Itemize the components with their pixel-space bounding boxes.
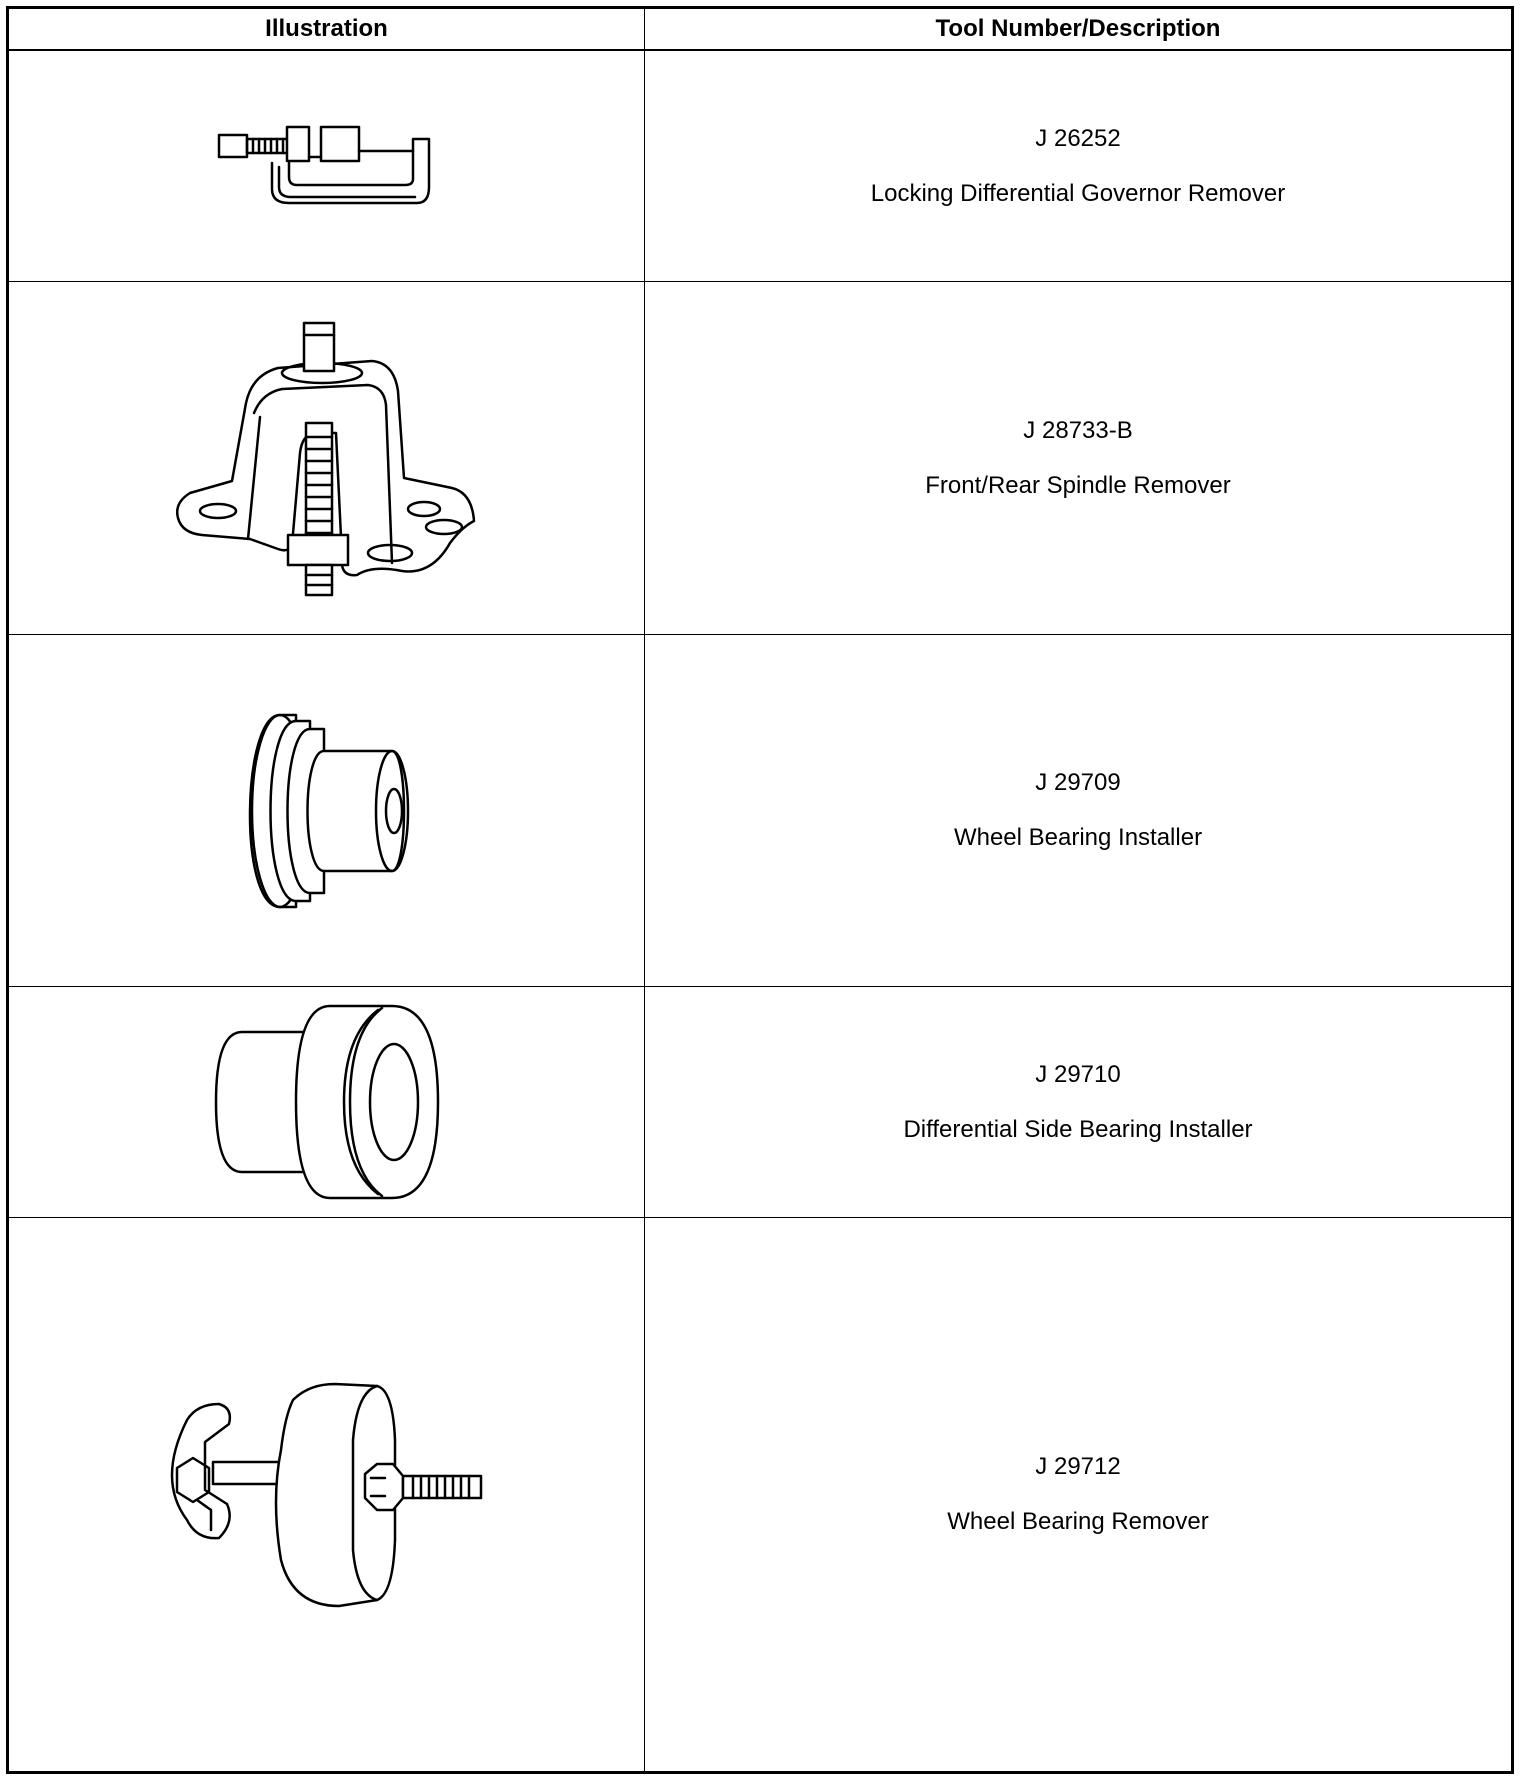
c-clamp-remover-icon — [217, 121, 437, 211]
table-row — [9, 51, 1511, 282]
tool-description: Wheel Bearing Installer — [953, 824, 1203, 851]
description-cell — [645, 635, 1511, 986]
tool-description: Locking Differential Governor Remover — [870, 179, 1286, 207]
tool-description: Differential Side Bearing Installer — [903, 1115, 1253, 1143]
cylindrical-installer-icon — [212, 1002, 442, 1202]
tool-number: J 29710 — [1035, 1060, 1121, 1088]
illustration-cell — [9, 987, 645, 1217]
spindle-remover-icon — [172, 313, 482, 603]
tool-number: J 29712 — [1035, 1453, 1121, 1480]
tool-description: Wheel Bearing Remover — [947, 1508, 1209, 1535]
tool-number: J 28733-B — [1023, 416, 1133, 444]
table-row — [9, 987, 1511, 1218]
description-cell — [645, 282, 1511, 634]
table-row — [9, 1218, 1511, 1771]
illustration-cell — [9, 635, 645, 986]
description-cell — [645, 51, 1511, 281]
description-column-header: Tool Number/Description — [935, 15, 1221, 42]
special-tools-table — [6, 6, 1514, 1774]
description-cell — [645, 1218, 1511, 1771]
tool-number: J 26252 — [1035, 124, 1121, 152]
table-row — [9, 282, 1511, 635]
bearing-remover-icon — [157, 1380, 497, 1610]
table-row — [9, 635, 1511, 987]
illustration-cell — [9, 51, 645, 281]
description-cell — [645, 987, 1511, 1217]
tool-description: Front/Rear Spindle Remover — [925, 471, 1231, 499]
illustration-cell — [9, 282, 645, 634]
table-header-row — [9, 9, 1511, 51]
illustration-cell — [9, 1218, 645, 1771]
illustration-column-header: Illustration — [9, 9, 645, 49]
tool-number: J 29709 — [1035, 769, 1121, 796]
stepped-installer-icon — [232, 711, 422, 911]
